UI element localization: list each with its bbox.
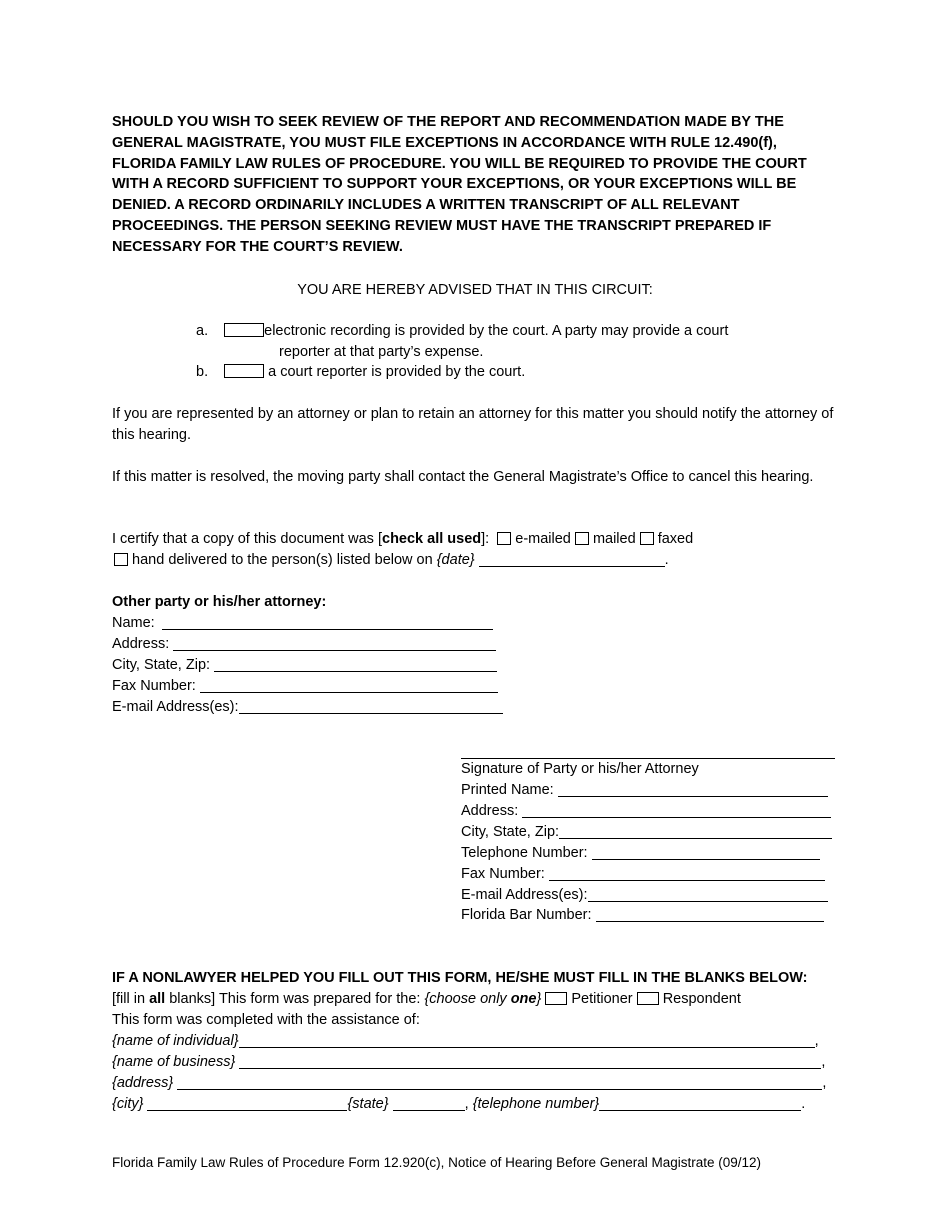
state-label: {state} (347, 1096, 389, 1112)
faxed-checkbox[interactable] (640, 532, 654, 545)
option-a-text: electronic recording is provided by the court. A party may provide a court (264, 323, 729, 339)
certify-end: . (664, 552, 669, 568)
fill-all: all (149, 991, 166, 1007)
address-comma: , (822, 1075, 827, 1091)
hand-delivered-label: hand delivered to the person(s) listed below on (132, 552, 433, 568)
other-party-email-row (112, 697, 503, 718)
choose-one: one (510, 991, 537, 1007)
certify-suffix: ]: (481, 531, 490, 547)
other-party-address-label: Address: (112, 636, 170, 652)
option-a (196, 321, 728, 342)
fill-suffix: blanks] This form was prepared for the: (169, 991, 421, 1007)
option-a-checkbox[interactable] (224, 323, 264, 337)
other-party-email-label: E-mail Address(es): (112, 699, 239, 715)
telephone-period: . (801, 1096, 806, 1112)
sig-fax-field[interactable] (549, 865, 825, 881)
option-b (196, 362, 525, 383)
other-party-name-label: Name: (112, 615, 155, 631)
sig-telephone-label: Telephone Number: (461, 845, 588, 861)
other-party-city-field[interactable] (214, 656, 497, 672)
choose-prefix: {choose only (424, 991, 507, 1007)
sig-address-label: Address: (461, 803, 519, 819)
business-field[interactable] (239, 1053, 821, 1069)
other-party-address-row (112, 634, 496, 655)
mailed-checkbox[interactable] (575, 532, 589, 545)
printed-name-row (461, 780, 828, 801)
exceptions-warning: SHOULD YOU WISH TO SEEK REVIEW OF THE REPORT AND RECOMMENDATION MADE BY THE GENERAL MAGISTRATE, YOU MUST FILE EXCEPTIONS IN ACCORDANCE WITH RULE 12.490(f), FLORIDA FAMILY LAW RULES OF PROCEDURE. YOU WILL BE REQUIRED TO PROVIDE THE COURT WITH A RECORD SUFFICIENT TO SUPPORT YOUR EXCEPTIONS, OR YOUR EXCEPTIONS WILL BE DENIED. A RECORD ORDINARILY INCLUDES A WRITTEN TRANSCRIPT OF ALL RELEVANT PROCEEDINGS. THE PERSON SEEKING REVIEW MUST HAVE THE TRANSCRIPT PREPARED IF NECESSARY FOR THE COURT’S REVIEW. (112, 114, 807, 255)
individual-field[interactable] (239, 1032, 815, 1048)
resolved-notice: If this matter is resolved, the moving party shall contact the General Magistrate’s Office to cancel this hearing. (112, 469, 814, 485)
attorney-notice: If you are represented by an attorney or plan to retain an attorney for this matter you should notify the attorney of this hearing. (112, 406, 834, 443)
form-footer: Florida Family Law Rules of Procedure Form 12.920(c), Notice of Hearing Before General Magistrate (09/12) (112, 1155, 762, 1170)
sig-bar-row (461, 905, 824, 926)
emailed-label: e-mailed (515, 531, 571, 547)
other-party-name-field[interactable] (162, 614, 493, 630)
address-label: {address} (112, 1075, 174, 1091)
sig-fax-row (461, 864, 825, 885)
sig-email-row (461, 885, 828, 906)
prepared-for-row (112, 989, 741, 1010)
respondent-label: Respondent (662, 991, 741, 1007)
completed-with: This form was completed with the assistance of: (112, 1012, 420, 1028)
fill-prefix: [fill in (112, 991, 146, 1007)
emailed-checkbox[interactable] (497, 532, 511, 545)
certify-check-all: check all used (382, 531, 482, 547)
other-party-name-row (112, 613, 493, 634)
sig-bar-label: Florida Bar Number: (461, 907, 592, 923)
hand-delivered-checkbox[interactable] (114, 553, 128, 566)
option-a-continued: reporter at that party’s expense. (279, 344, 484, 360)
advised-heading: YOU ARE HEREBY ADVISED THAT IN THIS CIRCUIT: (297, 282, 653, 298)
form-page (112, 112, 834, 1112)
city-label: {city} (112, 1096, 144, 1112)
state-field[interactable] (393, 1095, 465, 1111)
option-b-text: a court reporter is provided by the court. (268, 364, 526, 380)
sig-address-field[interactable] (522, 802, 831, 818)
choose-suffix: } (536, 991, 542, 1007)
mailed-label: mailed (592, 531, 636, 547)
signature-field[interactable] (461, 743, 835, 759)
sig-email-field[interactable] (588, 886, 828, 902)
city-field[interactable] (147, 1095, 347, 1111)
business-comma: , (821, 1054, 826, 1070)
other-party-heading: Other party or his/her attorney: (112, 594, 327, 610)
sig-city-label: City, State, Zip: (461, 824, 560, 840)
date-label: {date} (436, 552, 475, 568)
certify-line-1 (112, 529, 693, 550)
telephone-label: {telephone number} (472, 1096, 600, 1112)
printed-name-field[interactable] (558, 781, 828, 797)
other-party-email-field[interactable] (239, 698, 503, 714)
business-label: {name of business} (112, 1054, 236, 1070)
other-party-fax-label: Fax Number: (112, 678, 196, 694)
option-a-letter: a. (196, 323, 209, 339)
address-field[interactable] (177, 1074, 822, 1090)
city-state-phone-row (112, 1094, 805, 1115)
respondent-checkbox[interactable] (637, 992, 659, 1005)
petitioner-checkbox[interactable] (545, 992, 567, 1005)
date-field[interactable] (479, 551, 665, 567)
sig-telephone-field[interactable] (592, 844, 820, 860)
printed-name-label: Printed Name: (461, 782, 554, 798)
nonlawyer-heading: IF A NONLAWYER HELPED YOU FILL OUT THIS FORM, HE/SHE MUST FILL IN THE BLANKS BELOW: (112, 970, 808, 986)
sig-city-field[interactable] (559, 823, 832, 839)
individual-row (112, 1031, 819, 1052)
faxed-label: faxed (657, 531, 694, 547)
sig-address-row (461, 801, 831, 822)
sig-telephone-row (461, 843, 820, 864)
sig-city-row (461, 822, 832, 843)
certify-line-2 (112, 550, 669, 571)
option-b-letter: b. (196, 364, 209, 380)
individual-label: {name of individual} (112, 1033, 239, 1049)
signature-caption: Signature of Party or his/her Attorney (461, 761, 699, 777)
other-party-fax-field[interactable] (200, 677, 498, 693)
sig-fax-label: Fax Number: (461, 866, 545, 882)
individual-comma: , (814, 1033, 819, 1049)
other-party-city-row (112, 655, 497, 676)
other-party-fax-row (112, 676, 498, 697)
telephone-field[interactable] (599, 1095, 801, 1111)
business-row (112, 1052, 825, 1073)
petitioner-label: Petitioner (571, 991, 633, 1007)
other-party-address-field[interactable] (173, 635, 496, 651)
state-comma: , (464, 1096, 469, 1112)
other-party-city-label: City, State, Zip: (112, 657, 211, 673)
address-row (112, 1073, 826, 1094)
sig-bar-field[interactable] (596, 906, 824, 922)
option-b-checkbox[interactable] (224, 364, 264, 378)
certify-prefix: I certify that a copy of this document was [ (112, 531, 382, 547)
sig-email-label: E-mail Address(es): (461, 887, 588, 903)
